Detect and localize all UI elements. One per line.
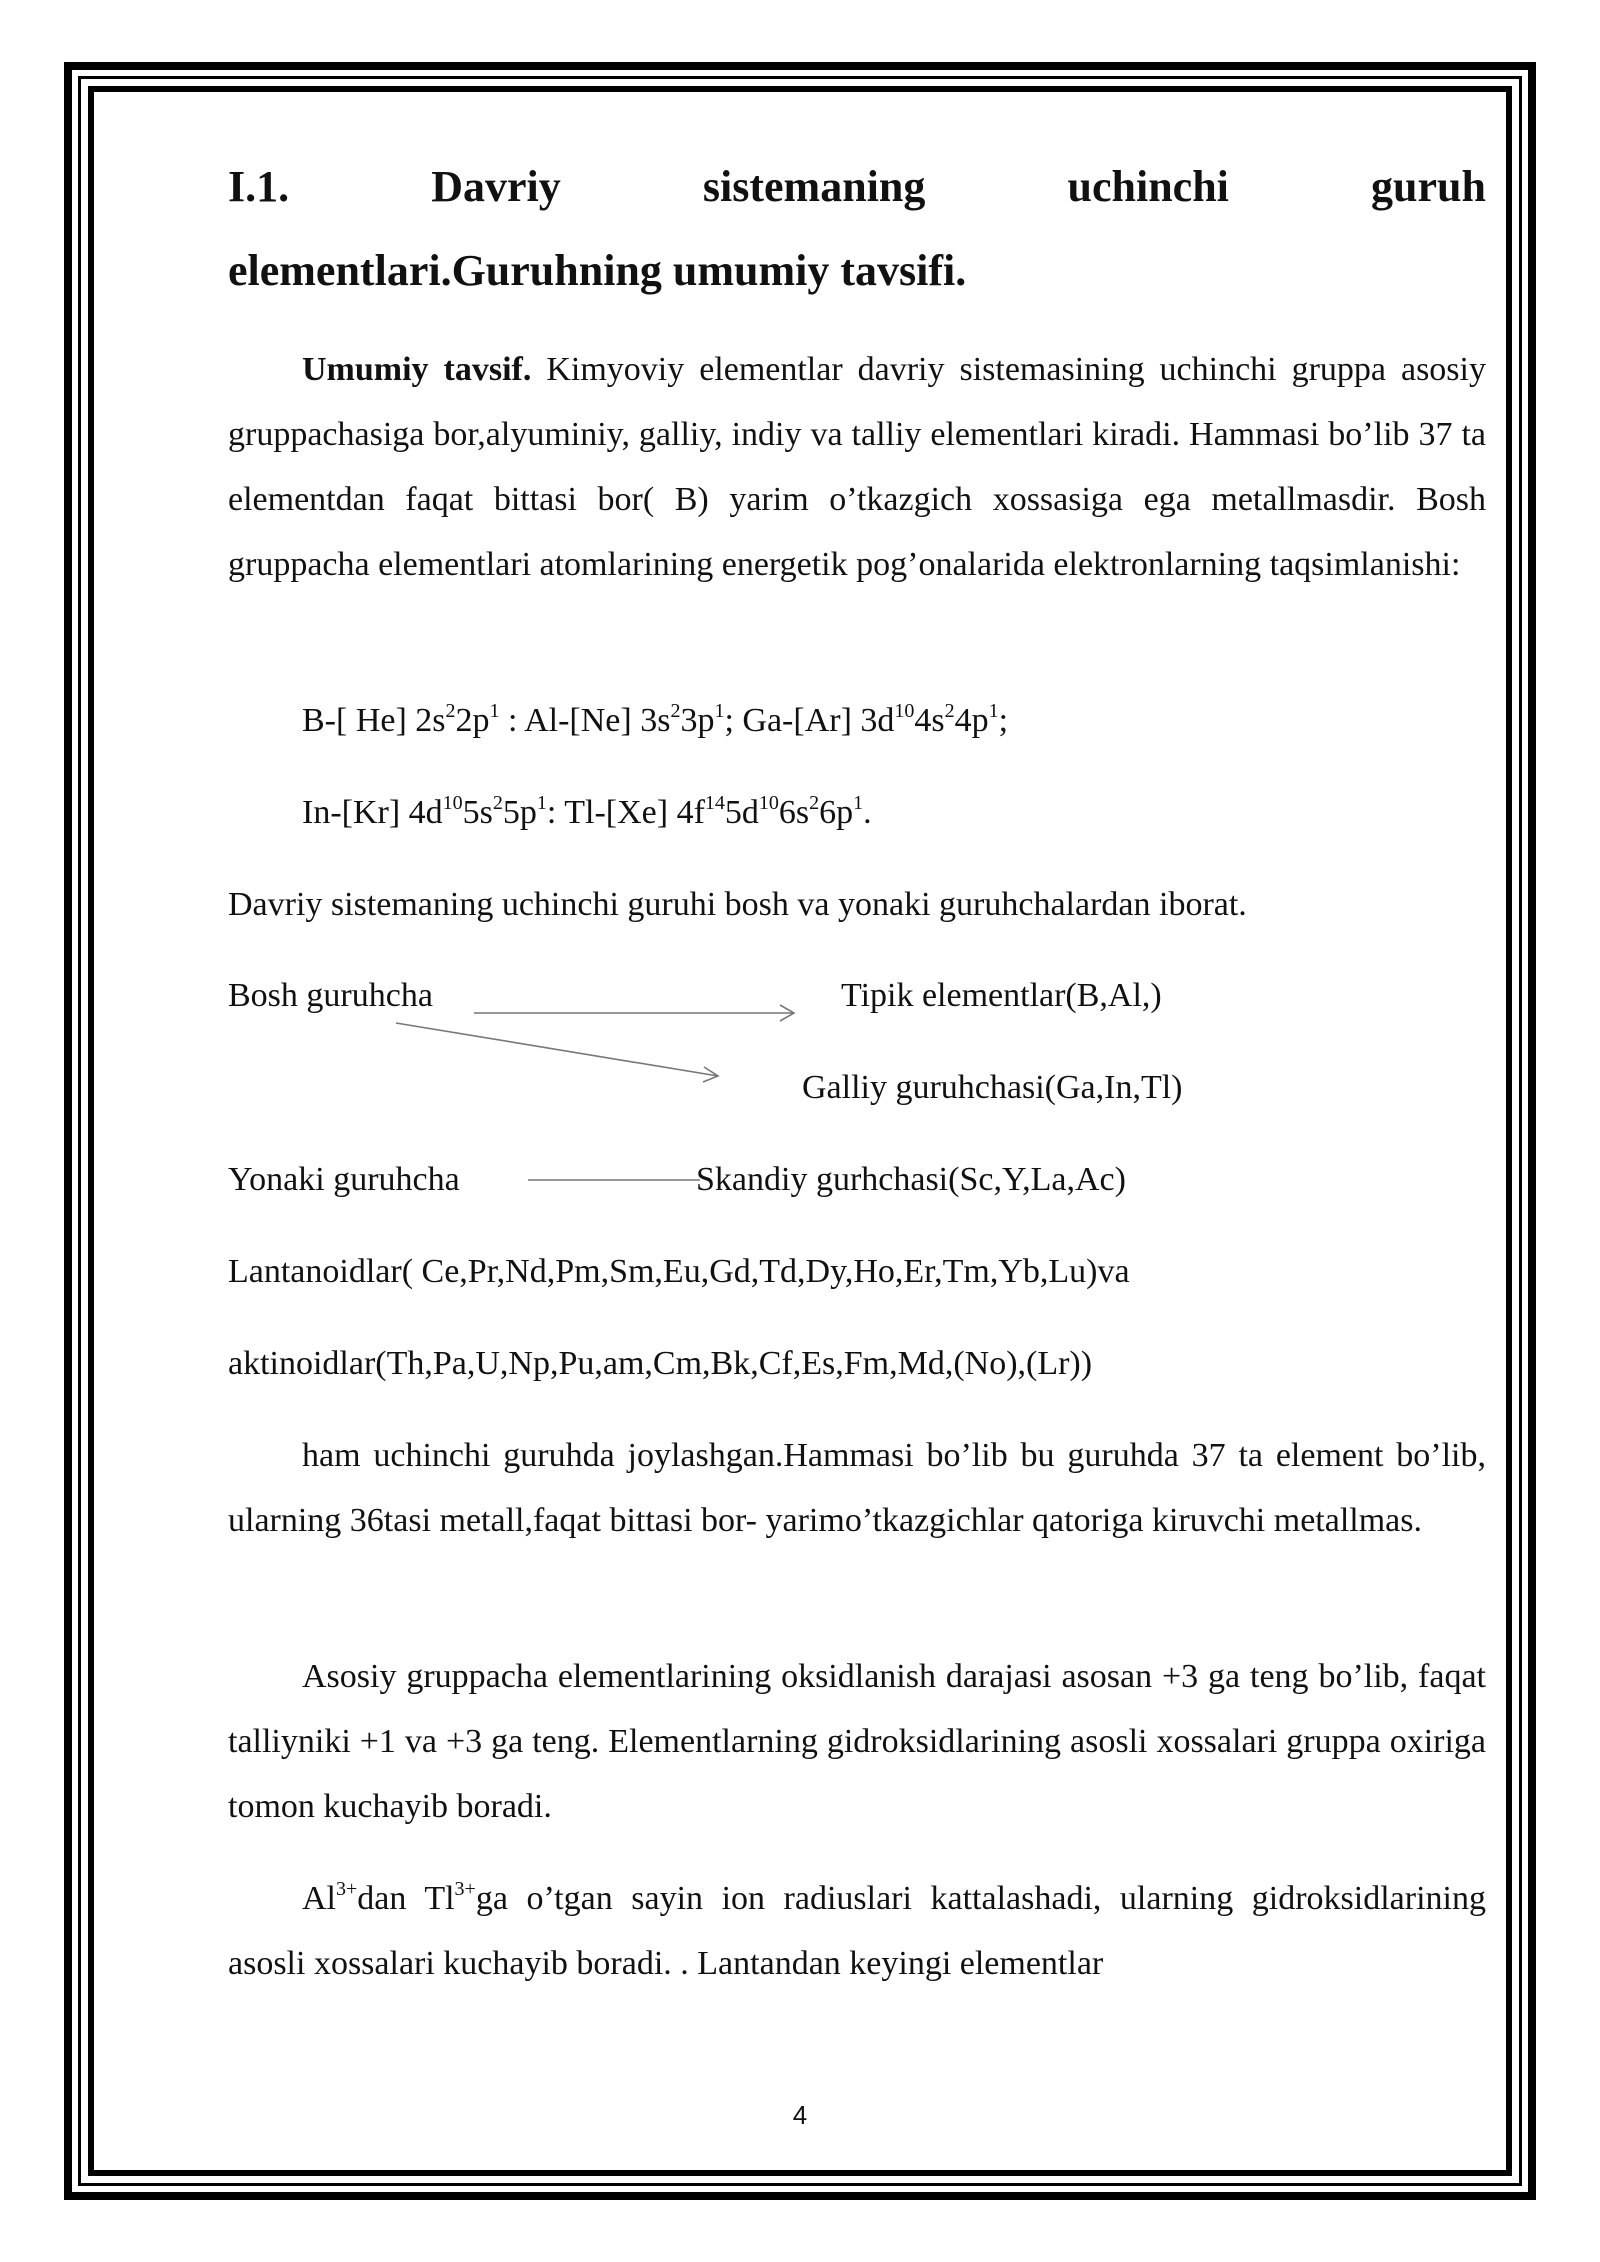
paragraph-text: Kimyoviy elementlar davriy sistemasining uchinchi gruppa asosiy gruppachasiga bor,alyuminiy, galliy, indiy va talliy elementlari kiradi. Hammasi bo’lib 37 ta elementdan faqat bittasi bor( B) yarim o’tkazgich xossasiga ega metallmasdir. Bosh gruppacha elementlari atomlarining energetik pog’onalarida elektronlarning taqsimlanishi:: [228, 351, 1486, 583]
electron-config-line-2: In-[Kr] $4d^{10}5s^25p^1$: Tl-[Xe] $4f^{14}5d^{10}6s^26p^1$.: [302, 792, 872, 831]
heading-word: I.1.: [228, 162, 290, 211]
page-number: 4: [792, 2100, 808, 2130]
heading-word: guruh: [1371, 162, 1486, 211]
heading-line-2: elementlari.Guruhning umumiy tavsifi.: [228, 246, 967, 295]
paragraph-asosiy-gruppacha: Asosiy gruppacha elementlarining oksidlanish darajasi asosan +3 ga teng bo’lib, faqat talliyniki +1 va +3 ga teng. Elementlarning gidroksidlarining asosli xossalari gruppa oxiriga tomon kuchayib boradi.: [228, 1658, 1486, 1825]
bosh-guruhcha-label: Bosh guruhcha: [228, 977, 433, 1014]
davriy-line: Davriy sistemaning uchinchi guruhi bosh va yonaki guruhchalardan iborat.: [228, 886, 1247, 923]
paragraph-ham-uchinchi: ham uchinchi guruhda joylashgan.Hammasi bo’lib bu guruhda 37 ta element bo’lib, ularning 36tasi metall,faqat bittasi bor- yarimo’tkazgichlar qatoriga kiruvchi metallmas.: [228, 1437, 1486, 1539]
yonaki-guruhcha-label: Yonaki guruhcha: [228, 1161, 460, 1198]
galliy-guruhchasi-label: Galliy guruhchasi(Ga,In,Tl): [802, 1069, 1183, 1106]
paragraph-lead: Umumiy tavsif.: [302, 351, 532, 388]
heading-word: Davriy: [431, 162, 561, 211]
skandiy-guruhchasi-label: Skandiy gurhchasi(Sc,Y,La,Ac): [696, 1161, 1126, 1198]
electron-config-line-1: B-[ He] $2s^22p^1$ : Al-[Ne] $3s^23p^1$; Ga-[Ar] $3d^{10}4s^24p^1$;: [302, 700, 1009, 739]
heading-word: uchinchi: [1067, 162, 1229, 211]
paragraph-ion-radiuslari: $Al^{3+}dan$ $Tl^{3+}ga$ o’tgan sayin ion radiuslari kattalashadi, ularning gidroksidlarining asosli xossalari kuchayib boradi. . Lantandan keyingi elementlar: [228, 1878, 1486, 1982]
tipik-elementlar-label: Tipik elementlar(B,Al,): [841, 977, 1162, 1014]
heading-word: sistemaning: [702, 162, 926, 211]
aktinoidlar-line: aktinoidlar(Th,Pa,U,Np,Pu,am,Cm,Bk,Cf,Es,Fm,Md,(No),(Lr)): [228, 1345, 1093, 1382]
arrow-to-galliy: [396, 1023, 718, 1076]
lantanoidlar-line: Lantanoidlar( Ce,Pr,Nd,Pm,Sm,Eu,Gd,Td,Dy,Ho,Er,Tm,Yb,Lu)va: [228, 1253, 1130, 1290]
